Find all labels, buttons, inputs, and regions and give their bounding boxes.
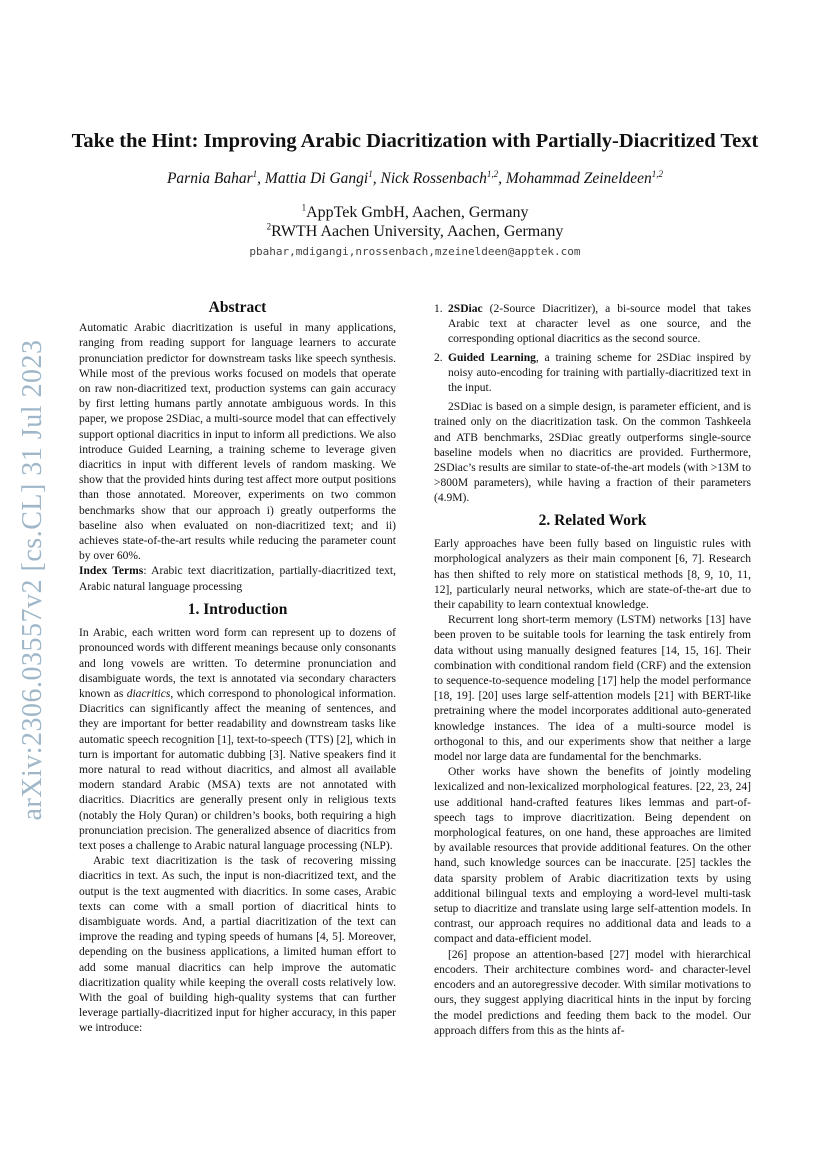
arxiv-identifier[interactable]: arXiv:2306.03557v2 [cs.CL] 31 Jul 2023 [17, 339, 48, 821]
related-work-heading: 2. Related Work [538, 512, 647, 529]
author-name: Nick Rossenbach [380, 170, 487, 187]
related-work-paragraph: Recurrent long short-term memory (LSTM) networks [13] have been proven to be suitable tools for learning the task entirely from data without using manually designed features [14, 15, 16]. Their combination with conditional random field (CRF) and the extension to sequence-to-sequence modeling [17] help the model performance [18, 19]. [20] uses large self-attention models [21] with BERT-like pretraining where the model incorporates additional auto-generated knowledge instances. The idea of a multi-source model is orthogonal to this, and our experiments show that neither a large model nor large data are fundamental for the benchmarks. [434, 614, 751, 764]
related-work-paragraph: Other works have shown the benefits of jointly modeling lexicalized and non-lexicalized morphological features. [22, 23, 24] use additional hand-crafted features likes lemmas and part-of-speech tags to improve diacritization. Being dependent on morphological features, on one hand, these approaches are limited by available resources that provide additional features. On the other hand, such knowledge sources can be inaccurate. [25] tackles the data sparsity problem of Arabic diacritization texts by using additional bilingual texts and employing a word-level multi-task setup to diacritize and translate using large self-attention models. In contrast, our approach requires no additional data and leads to a compact and data-efficient model. [434, 766, 751, 946]
list-item: 2. Guided Learning, a training scheme for 2SDiac inspired by noisy auto-encoding for training with partially-diacritized text in the input. [434, 351, 751, 395]
index-terms: Index Terms: Arabic text diacritization, partially-diacritized text, Arabic natural language processing [79, 565, 396, 593]
contribution-list [434, 302, 751, 396]
introduction-section [79, 602, 396, 1037]
list-item: 1. 2SDiac (2-Source Diacritizer), a bi-source model that takes Arabic text at character level as one source, and the corresponding optional diacritics as the second source. [434, 303, 751, 346]
arxiv-sidebar [13, 340, 53, 820]
related-work-section [434, 513, 751, 1039]
abstract-heading: Abstract [208, 299, 267, 316]
related-work-paragraph: Early approaches have been fully based on linguistic rules with morphological analyzers as their main component [6, 7]. Research has then shifted to rely more on statistical methods [8, 9, 10, 11, 12], particularly neural networks, which are state-of-the-art due to their capability to learn contextual knowledge. [434, 538, 751, 612]
introduction-heading: 1. Introduction [187, 601, 288, 618]
affiliation: $^1$AppTek GmbH, Aachen, Germany [301, 202, 529, 221]
author-name: Mohammad Zeineldeen [505, 170, 652, 187]
introduction-paragraph: In Arabic, each written word form can represent up to dozens of pronounced words with different meanings because only consonants and long vowels are written. To determine pronunciation and disambiguate words, the text is annotated via secondary characters known as diacritics, which correspond to phonological information. Diacritics can significantly affect the meaning of sentences, and they are important for better readability and downstream tasks like automatic speech recognition [1], text-to-speech (TTS) [2], which in turn is important for automatic dubbing [3]. Native speakers find it more natural to read without diacritics, and almost all available modern standard Arabic (MSA) texts are not annotated with diacritics. Diacritics are generally present only in religious texts (notably the Holy Quran) or children’s books, both requiring a high pronunciation precision. The generalized absence of diacritics from text poses a challenge to Arabic natural language processing (NLP). [79, 627, 397, 853]
left-column [79, 300, 396, 595]
paper-title: Take the Hint: Improving Arabic Diacritization with Partially-Diacritized Text [71, 130, 759, 152]
summary-paragraph: 2SDiac is based on a simple design, is parameter efficient, and is trained only on the diacritization task. On the common Tashkeela and ATB benchmarks, 2SDiac greatly outperforms single-source baseline models when no diacritics are provided. Furthermore, 2SDiac’s results are similar to state-of-the-art models (with >13M to >800M parameters), while having a fraction of their parameters (4.9M). [434, 401, 751, 505]
introduction-paragraph: Arabic text diacritization is the task of recovering missing diacritics in text. As such, the input is non-diacritized text, and the output is the text augmented with diacritics. In some cases, Arabic texts can come with a small portion of diacritical hints to disambiguate words. And, a partial diacritization of the text can improve the reading and typing speeds of humans [4, 5]. Moreover, depending on the business applications, a limited human effort to add some manual diacritics can help improve the automatic diacritization quality while keeping the overall costs relatively low. With the goal of building high-quality systems that can further leverage partially-diacritized input for higher accuracy, in this paper we introduce: [79, 855, 396, 1035]
related-work-paragraph: [26] propose an attention-based [27] model with hierarchical encoders. Their architecture combines word- and character-level encoders and an autoregressive decoder. With similar motivations to ours, they suggest applying diacritical hints in the input by forcing the model predictions and feeding them back to the model. Our approach differs from this as the hints af- [434, 948, 751, 1037]
affiliation: $^2$RWTH Aachen University, Aachen, Germany [266, 221, 564, 240]
author-name: Parnia Bahar [166, 170, 253, 187]
author-emails: pbahar,mdigangi,nrossenbach,mzeineldeen@apptek.com [249, 245, 581, 258]
author-list: Parnia Bahar$^1$, Mattia Di Gangi$^1$, Nick Rossenbach$^{1,2}$, Mohammad Zeineldeen$^{1,2}$ [166, 168, 664, 187]
author-name: Mattia Di Gangi [264, 170, 369, 187]
right-column [434, 302, 751, 507]
abstract-text: Automatic Arabic diacritization is useful in many applications, ranging from reading support for language learners to accurate pronunciation predictor for downstream tasks like speech synthesis. While most of the previous works focused on models that operate on raw non-diacritized text, production systems can gain accuracy by first letting humans partly annotate ambiguous words. In this paper, we propose 2SDiac, a multi-source model that can effectively support optional diacritics in input to inform all predictions. We also introduce Guided Learning, a training scheme to leverage given diacritics in input with different levels of random masking. We show that the provided hints during test affect more output positions than those annotated. Moreover, experiments on two common benchmarks show that our approach i) greatly outperforms the baseline also when evaluated on non-diacritized text; and ii) achieves state-of-the-art results while reducing the parameter count by over 60%. [79, 322, 396, 563]
